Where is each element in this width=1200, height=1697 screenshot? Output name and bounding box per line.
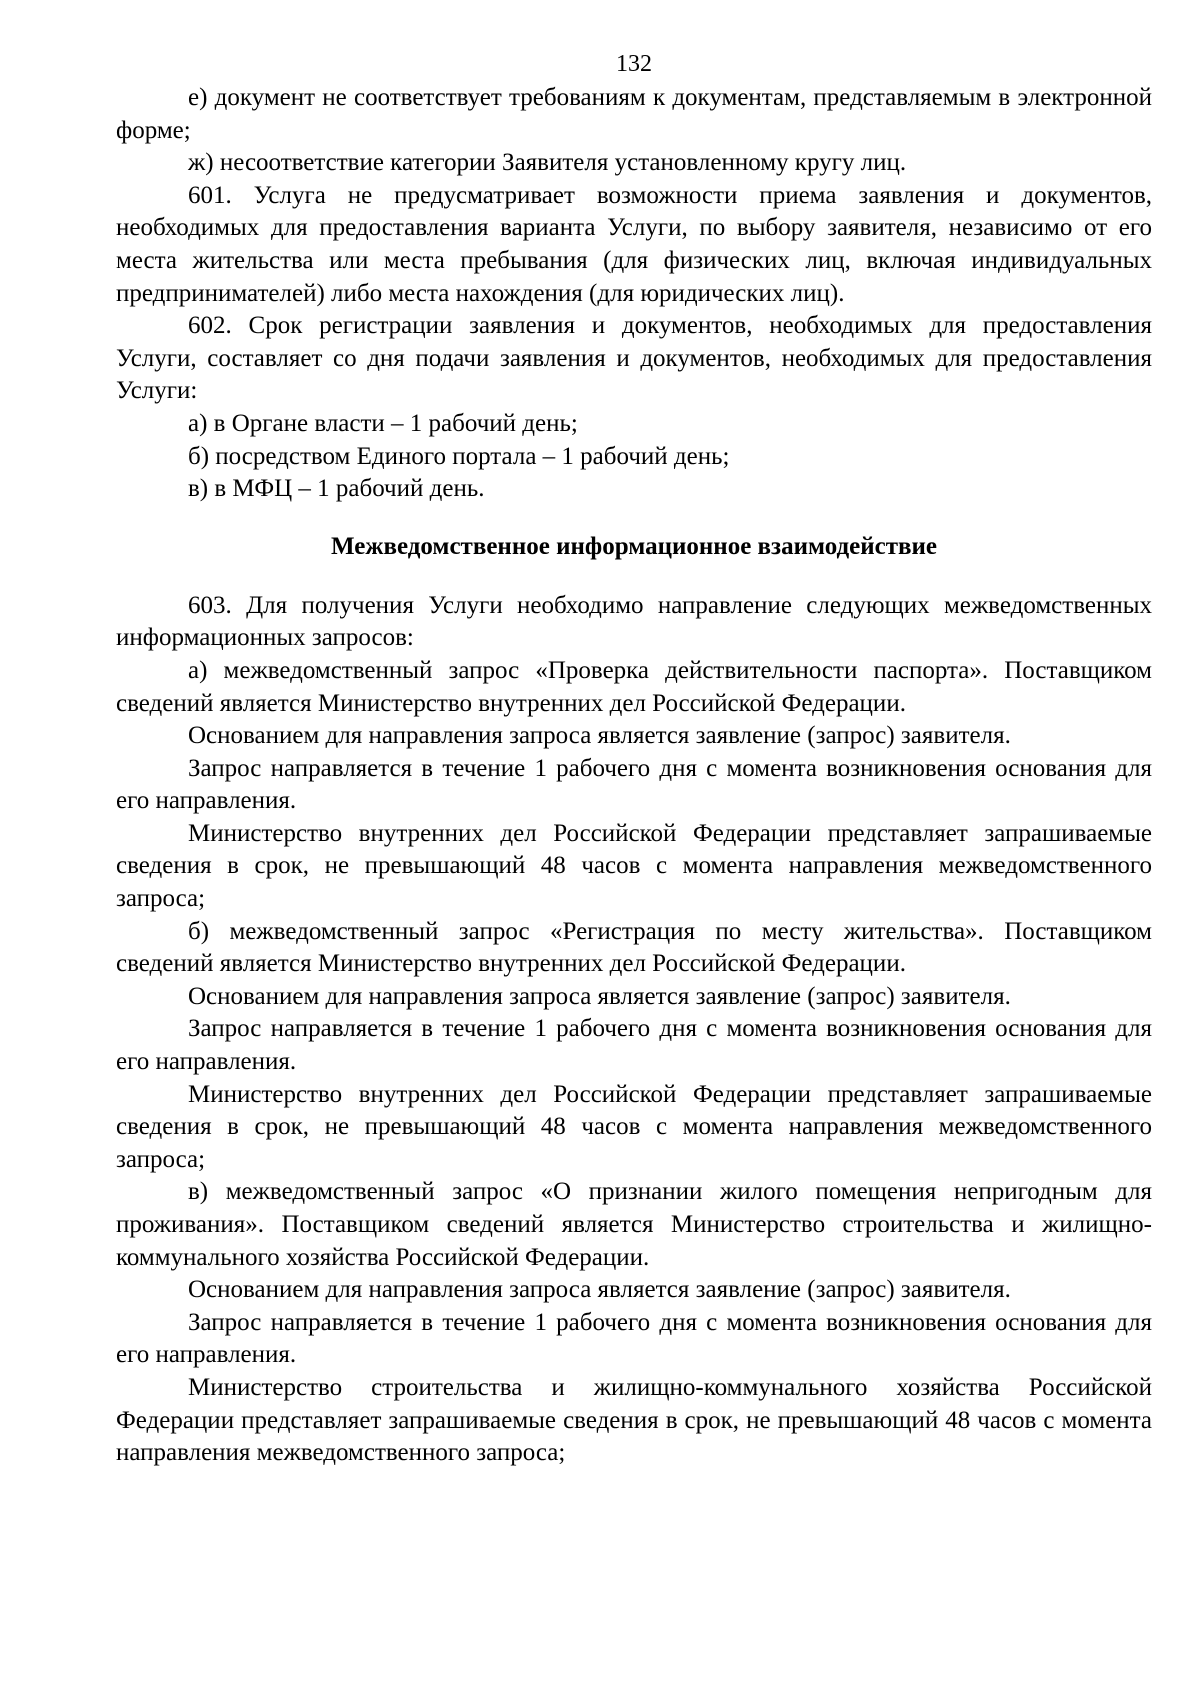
paragraph-603-b-basis: Основанием для направления запроса является заявление (запрос) заявителя. — [188, 982, 1011, 1010]
paragraph-603-a-basis: Основанием для направления запроса является заявление (запрос) заявителя. — [188, 722, 1011, 750]
section-heading: Межведомственное информационное взаимодействие — [331, 532, 937, 560]
document-page — [116, 48, 1152, 1470]
paragraph-603: 603. Для получения Услуги необходимо направление следующих межведомственных информационных запросов: — [116, 591, 1152, 652]
paragraph-603-b-response: Министерство внутренних дел Российской Федерации представляет запрашиваемые сведения в срок, не превышающий 48 часов с момента направления межведомственного запроса; — [116, 1080, 1152, 1173]
page-number: 132 — [616, 51, 652, 77]
paragraph-603-a-response: Министерство внутренних дел Российской Федерации представляет запрашиваемые сведения в срок, не превышающий 48 часов с момента направления межведомственного запроса; — [116, 819, 1152, 913]
paragraph-601: 601. Услуга не предусматривает возможности приема заявления и документов, необходимых для предоставления варианта Услуги, по выбору заявителя, независимо от его места жительства или места пребывания (для физических лиц, включая индивидуальных предпринимателей) либо места нахождения (для юридических лиц). — [116, 181, 1152, 307]
paragraph-603-v-response: Министерство строительства и жилищно-коммунального хозяйства Российской Федерации представляет запрашиваемые сведения в срок, не превышающий 48 часов с момента направления межведомственного запроса; — [116, 1373, 1152, 1467]
paragraph-603-b: б) межведомственный запрос «Регистрация по месту жительства». Поставщиком сведений является Министерство внутренних дел Российской Федерации. — [116, 917, 1152, 978]
paragraph-603-v-timing: Запрос направляется в течение 1 рабочего дня с момента возникновения основания для его направления. — [116, 1308, 1152, 1369]
paragraph-602-b: б) посредством Единого портала – 1 рабочий день; — [188, 442, 730, 470]
paragraph-603-v-basis: Основанием для направления запроса является заявление (запрос) заявителя. — [188, 1276, 1011, 1304]
paragraph-603-b-timing: Запрос направляется в течение 1 рабочего дня с момента возникновения основания для его направления. — [116, 1015, 1152, 1076]
paragraph-602-a: а) в Органе власти – 1 рабочий день; — [188, 409, 578, 437]
paragraph-603-a: а) межведомственный запрос «Проверка действительности паспорта». Поставщиком сведений является Министерство внутренних дел Российской Федерации. — [116, 656, 1152, 717]
paragraph-603-v: в) межведомственный запрос «О признании жилого помещения непригодным для проживания». Поставщиком сведений является Министерство строительства и жилищно-коммунального хозяйства Российской Федерации. — [116, 1178, 1152, 1271]
paragraph-603-a-timing: Запрос направляется в течение 1 рабочего дня с момента возникновения основания для его направления. — [116, 754, 1152, 815]
paragraph-602: 602. Срок регистрации заявления и документов, необходимых для предоставления Услуги, составляет со дня подачи заявления и документов, необходимых для предоставления Услуги: — [116, 312, 1152, 405]
paragraph-602-v: в) в МФЦ – 1 рабочий день. — [188, 475, 485, 503]
paragraph-e-document-requirements: е) документ не соответствует требованиям к документам, представляемым в электронной форме; — [116, 84, 1152, 144]
paragraph-zh-applicant-category: ж) несоответствие категории Заявителя установленному кругу лиц. — [188, 149, 907, 177]
